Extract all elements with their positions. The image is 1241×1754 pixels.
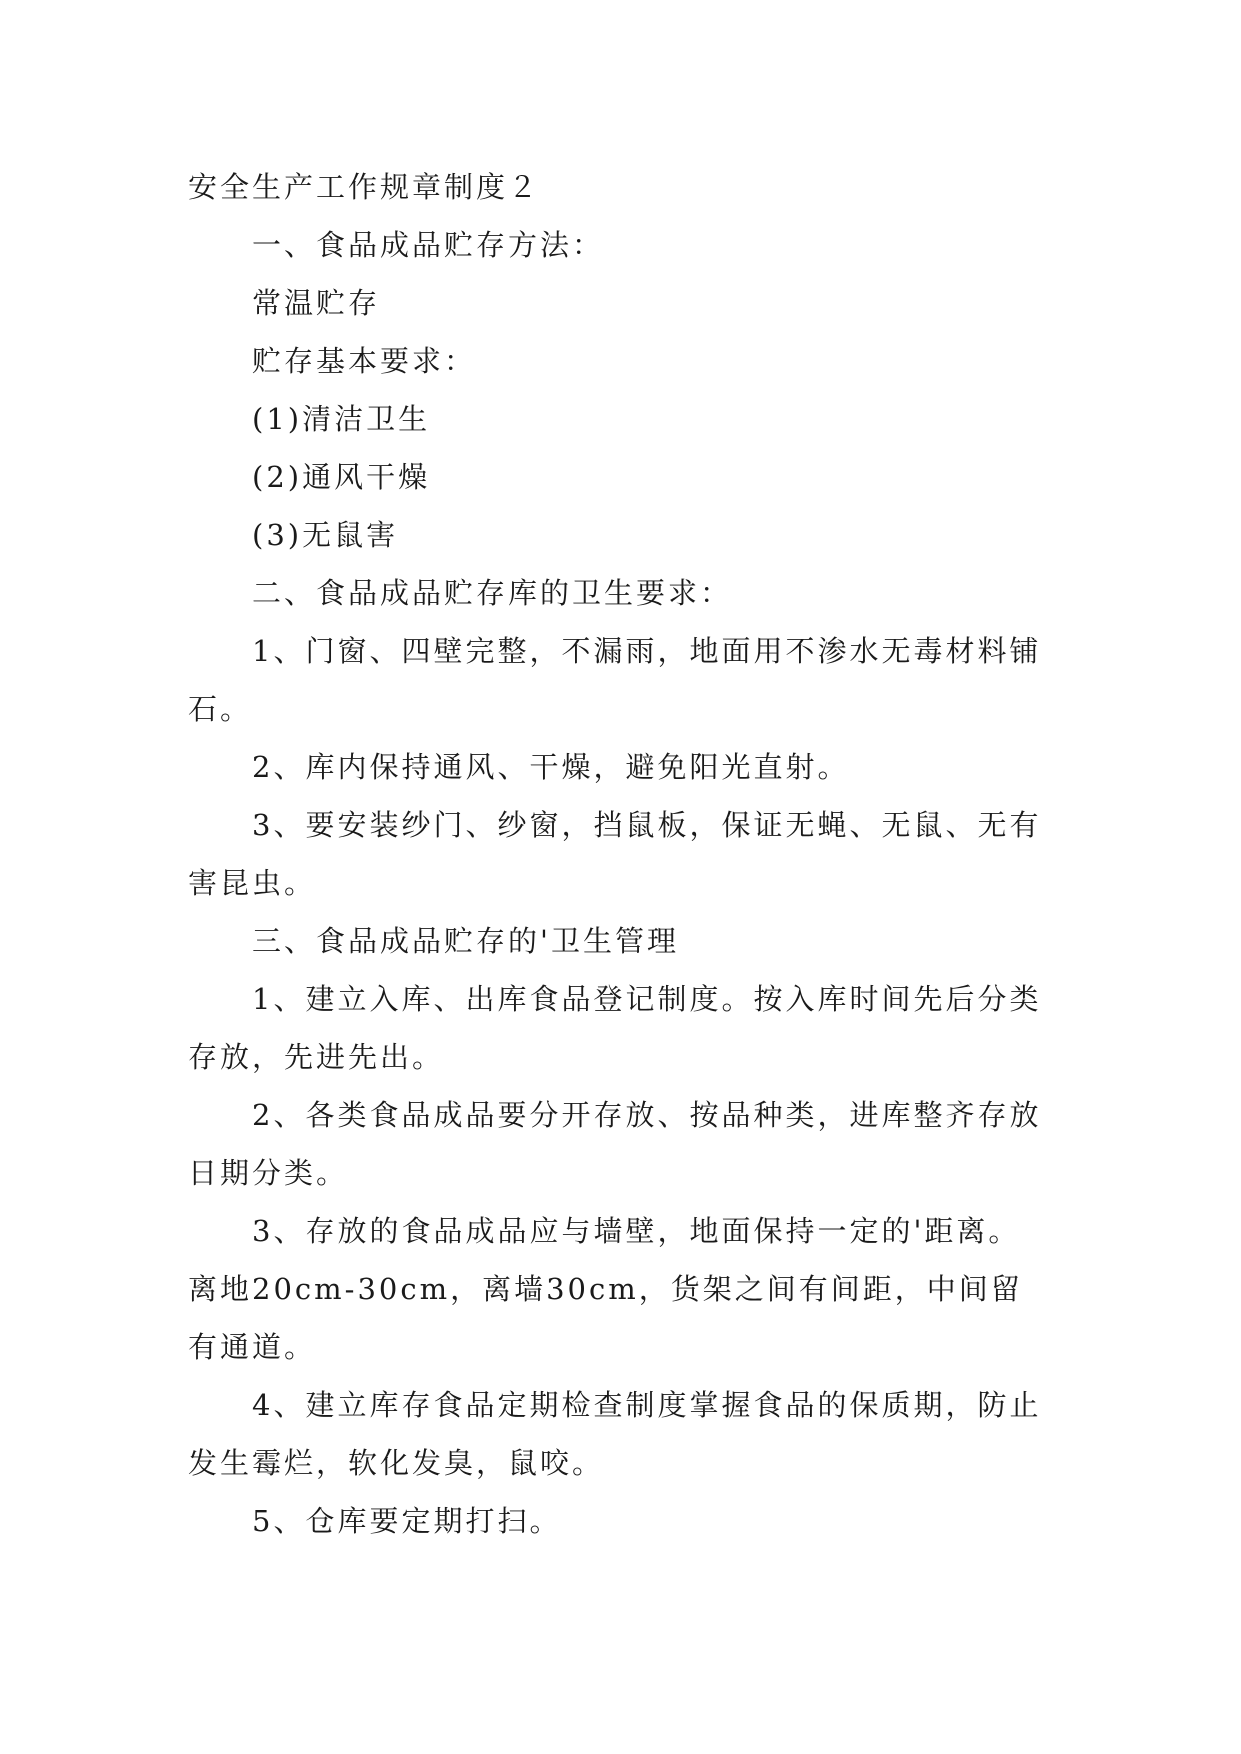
paragraph-item-2-3: 3、要安装纱门、纱窗，挡鼠板，保证无蝇、无鼠、无有害昆虫。 xyxy=(188,808,1042,900)
paragraph-item-3-3: 3、存放的食品成品应与墙壁，地面保持一定的'距离。离地20cm-30cm，离墙30cm，货架之间有间距，中间留有通道。 xyxy=(188,1214,1023,1364)
paragraph-item-3-2: 2、各类食品成品要分开存放、按品种类，进库整齐存放日期分类。 xyxy=(188,1098,1042,1190)
section-heading-3: 三、食品成品贮存的'卫生管理 xyxy=(252,924,679,958)
paragraph-item-2-2: 2、库内保持通风、干燥，避免阳光直射。 xyxy=(252,750,850,784)
paragraph-item-2-1: 1、门窗、四壁完整，不漏雨，地面用不渗水无毒材料铺石。 xyxy=(188,634,1042,726)
list-item-no-rodents: (3)无鼠害 xyxy=(252,518,399,552)
section-heading-1: 一、食品成品贮存方法： xyxy=(252,228,605,262)
section-heading-2: 二、食品成品贮存库的卫生要求： xyxy=(252,576,733,610)
paragraph-normal-storage: 常温贮存 xyxy=(252,286,381,320)
list-item-clean: (1)清洁卫生 xyxy=(252,402,431,436)
paragraph-basic-requirements: 贮存基本要求： xyxy=(252,344,477,378)
document-body xyxy=(188,158,1050,1550)
paragraph-item-3-4: 4、建立库存食品定期检查制度掌握食品的保质期，防止发生霉烂，软化发臭，鼠咬。 xyxy=(188,1388,1042,1480)
document-title: 安全生产工作规章制度２ xyxy=(188,170,541,204)
list-item-ventilated-dry: (2)通风干燥 xyxy=(252,460,431,494)
paragraph-item-3-5: 5、仓库要定期打扫。 xyxy=(252,1504,562,1538)
paragraph-item-3-1: 1、建立入库、出库食品登记制度。按入库时间先后分类存放，先进先出。 xyxy=(188,982,1042,1074)
